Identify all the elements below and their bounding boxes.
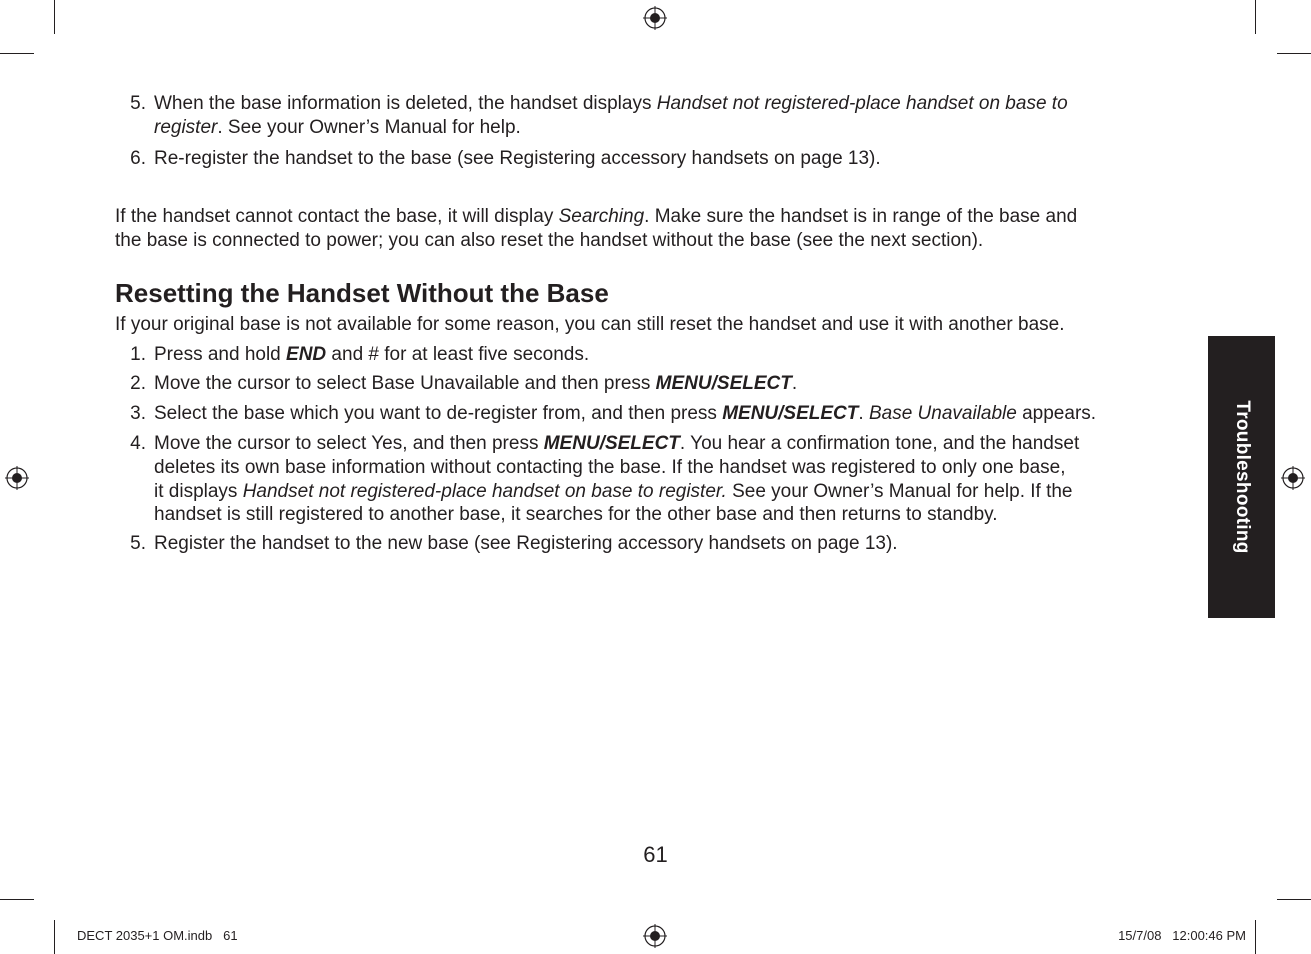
step-number: 2. — [130, 373, 146, 394]
section-intro: If your original base is not available for some reason, you can still reset the handset and use it with another base. — [115, 314, 1065, 335]
crop-mark-bottom-right — [1277, 899, 1311, 900]
step-text-line: register. See your Owner’s Manual for help. — [154, 117, 521, 138]
paragraph-line: the base is connected to power; you can also reset the handset without the base (see the next section). — [115, 230, 984, 251]
step-text-line: handset is still registered to another base, it searches for the other base and then returns to standby. — [154, 504, 998, 525]
step-number: 6. — [130, 148, 146, 169]
registration-mark-icon — [643, 924, 667, 948]
section-side-tab — [1208, 336, 1275, 618]
registration-mark-icon — [643, 6, 667, 30]
crop-mark-top-left — [0, 53, 34, 54]
side-tab-label: Troubleshooting — [1231, 400, 1253, 554]
registration-mark-icon — [1281, 466, 1305, 490]
step-text: Press and hold END and # for at least five seconds. — [154, 344, 590, 365]
page-number: 61 — [643, 842, 668, 867]
step-text: Move the cursor to select Base Unavailable and then press MENU/SELECT. — [154, 373, 798, 394]
paragraph-line: If the handset cannot contact the base, it will display Searching. Make sure the handset is in range of the base and — [115, 206, 1078, 227]
step-number: 4. — [130, 433, 146, 454]
crop-mark-top-right — [1277, 53, 1311, 54]
crop-mark-bottom-left — [54, 920, 55, 954]
crop-mark-top-left — [54, 0, 55, 34]
registration-mark-icon — [5, 466, 29, 490]
section-heading: Resetting the Handset Without the Base — [115, 278, 609, 308]
step-text-line: Move the cursor to select Yes, and then press MENU/SELECT. You hear a confirmation tone, and the handset — [154, 433, 1080, 454]
crop-mark-top-right — [1255, 0, 1256, 34]
step-text-line: When the base information is deleted, the handset displays Handset not registered-place handset on base to — [154, 93, 1068, 114]
slug-timestamp: 15/7/08 12:00:46 PM — [1118, 928, 1246, 943]
step-text-line: deletes its own base information without contacting the base. If the handset was registered to only one base, — [154, 457, 1066, 478]
step-number: 5. — [130, 93, 146, 114]
step-text: Select the base which you want to de-register from, and then press MENU/SELECT. Base Unavailable appears. — [154, 403, 1097, 424]
step-number: 3. — [130, 403, 146, 424]
step-text-line: it displays Handset not registered-place handset on base to register. See your Owner’s Manual for help. If the — [154, 481, 1073, 502]
step-number: 5. — [130, 533, 146, 554]
step-text: Register the handset to the new base (see Registering accessory handsets on page 13). — [154, 533, 898, 554]
crop-mark-bottom-right — [1255, 920, 1256, 954]
step-text: Re-register the handset to the base (see Registering accessory handsets on page 13). — [154, 148, 881, 169]
slug-file-name: DECT 2035+1 OM.indb 61 — [77, 928, 238, 943]
crop-mark-bottom-left — [0, 899, 34, 900]
step-number: 1. — [130, 344, 146, 365]
